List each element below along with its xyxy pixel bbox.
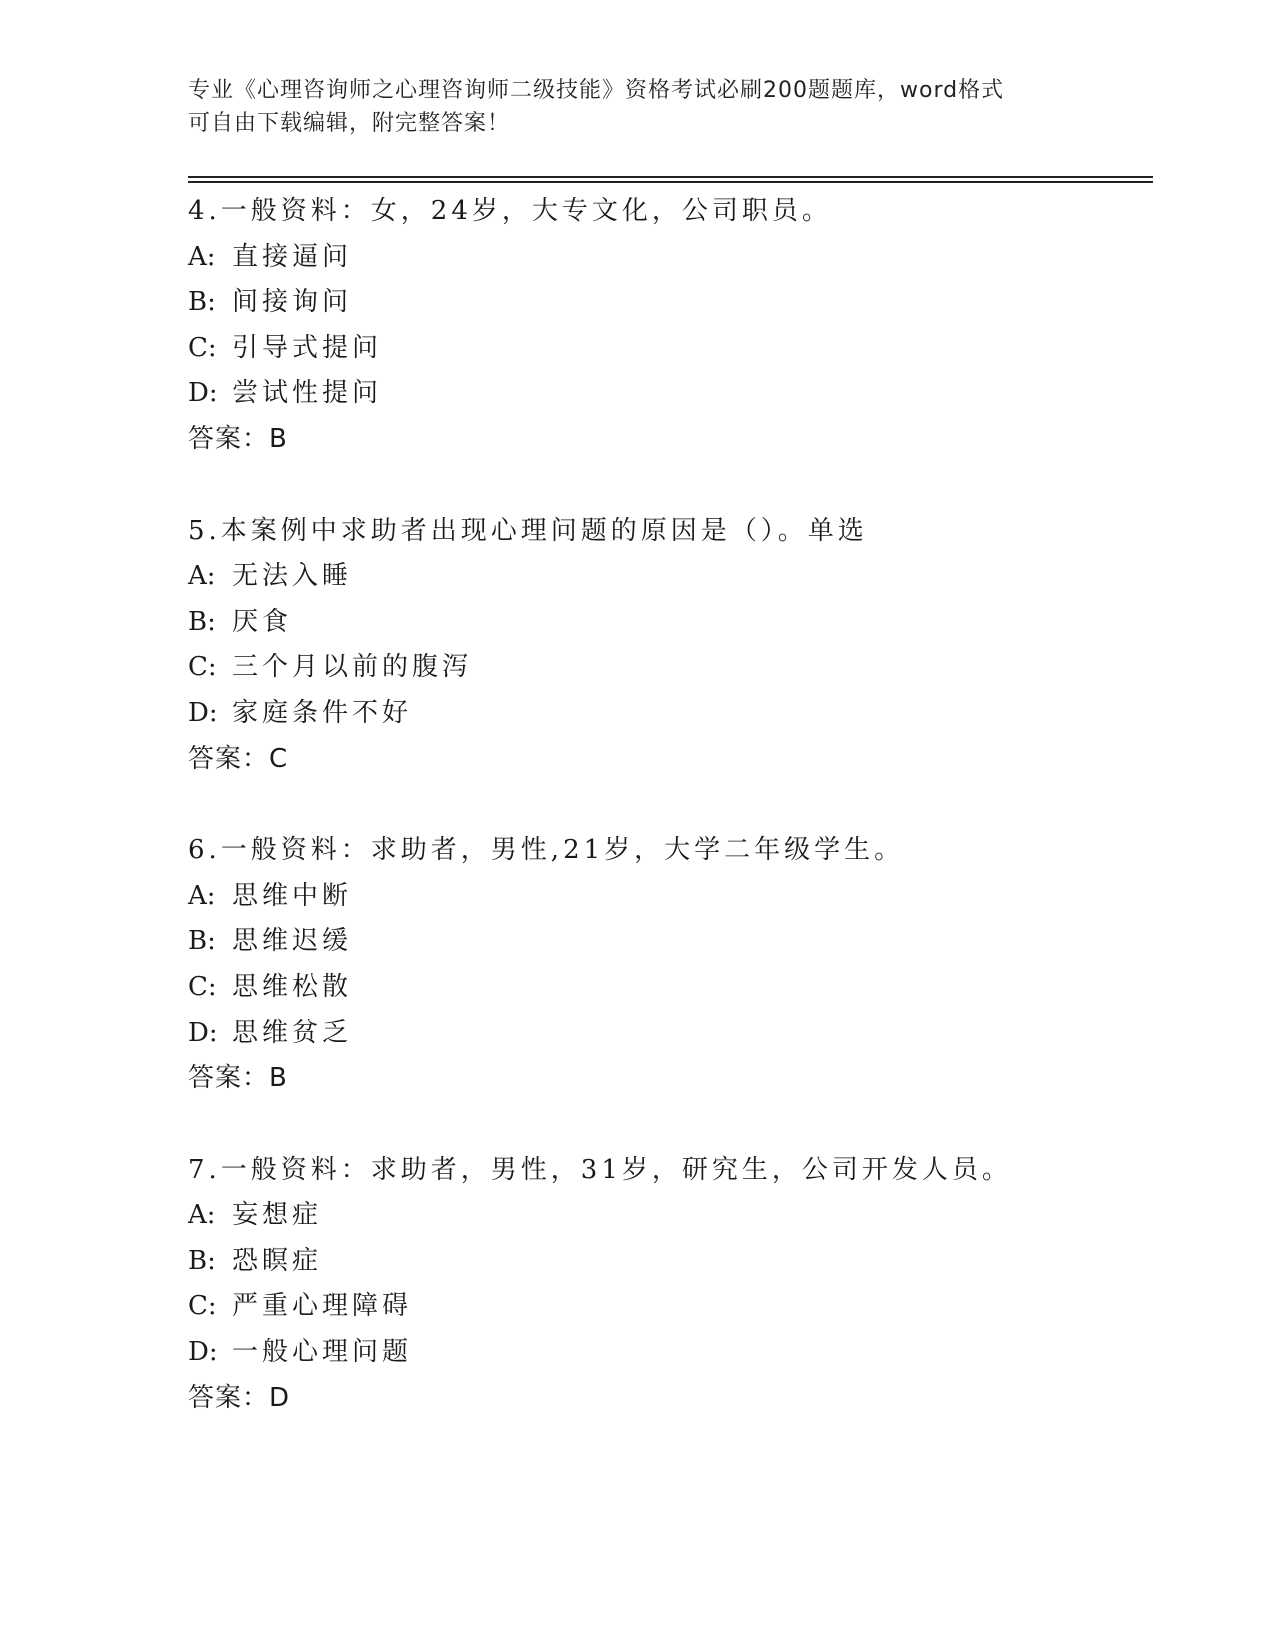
option-text: 思维松散	[232, 971, 353, 1002]
option-text: 三个月以前的腹泻	[232, 652, 473, 683]
option-key: C:	[188, 1291, 217, 1322]
option-d	[188, 371, 1148, 417]
header-divider-top	[188, 176, 1153, 178]
header-divider-bottom	[188, 181, 1153, 183]
option-key: D:	[188, 1017, 218, 1048]
option-text: 厌食	[232, 606, 293, 637]
option-d	[188, 1330, 1148, 1376]
option-key: C:	[188, 332, 217, 363]
option-b	[188, 280, 1148, 326]
option-d	[188, 691, 1148, 737]
option-c	[188, 326, 1148, 372]
option-text: 妄想症	[232, 1200, 323, 1231]
question-text: 6.一般资料：求助者，男性,21岁，大学二年级学生。	[188, 835, 905, 866]
document-header	[188, 74, 1088, 140]
question-item	[188, 828, 1148, 1102]
option-text: 思维中断	[232, 880, 353, 911]
option-key: C:	[188, 652, 217, 683]
option-text: 家庭条件不好	[232, 697, 413, 728]
option-c	[188, 965, 1148, 1011]
header-line-1: 专业《心理咨询师之心理咨询师二级技能》资格考试必刷200题题库，word格式	[188, 78, 1005, 103]
option-text: 间接询问	[232, 287, 353, 318]
question-list	[188, 189, 1148, 1421]
option-key: A:	[188, 561, 216, 592]
option-a	[188, 1193, 1148, 1239]
answer-line: 答案：B	[188, 423, 288, 454]
option-text: 引导式提问	[232, 332, 383, 363]
option-key: D:	[188, 697, 218, 728]
header-line-2: 可自由下载编辑，附完整答案！	[188, 111, 511, 136]
option-b	[188, 919, 1148, 965]
option-a	[188, 554, 1148, 600]
option-d	[188, 1011, 1148, 1057]
option-c	[188, 1284, 1148, 1330]
option-text: 一般心理问题	[232, 1337, 413, 1368]
answer-line: 答案：B	[188, 1063, 288, 1094]
question-text: 7.一般资料：求助者，男性，31岁，研究生，公司开发人员。	[188, 1154, 1012, 1185]
option-key: B:	[188, 1245, 216, 1276]
option-key: B:	[188, 606, 216, 637]
question-item	[188, 189, 1148, 463]
option-b	[188, 600, 1148, 646]
option-b	[188, 1239, 1148, 1285]
option-text: 思维迟缓	[232, 926, 353, 957]
option-key: A:	[188, 241, 216, 272]
question-item	[188, 509, 1148, 783]
option-text: 恐瞑症	[232, 1245, 323, 1276]
option-key: D:	[188, 1337, 218, 1368]
option-key: C:	[188, 971, 217, 1002]
option-text: 严重心理障碍	[232, 1291, 413, 1322]
option-text: 无法入睡	[232, 561, 353, 592]
option-text: 直接逼问	[232, 241, 353, 272]
answer-line: 答案：D	[188, 1382, 291, 1413]
question-text: 4.一般资料：女，24岁，大专文化，公司职员。	[188, 196, 832, 226]
question-item	[188, 1148, 1148, 1422]
answer-line: 答案：C	[188, 743, 289, 774]
option-key: B:	[188, 926, 216, 957]
option-a	[188, 874, 1148, 920]
question-text: 5.本案例中求助者出现心理问题的原因是（）。单选	[188, 515, 868, 546]
option-a	[188, 235, 1148, 281]
option-key: A:	[188, 880, 216, 911]
option-c	[188, 645, 1148, 691]
option-key: A:	[188, 1200, 216, 1231]
option-key: B:	[188, 287, 216, 318]
option-text: 尝试性提问	[232, 378, 383, 409]
option-key: D:	[188, 378, 218, 409]
option-text: 思维贫乏	[232, 1017, 353, 1048]
